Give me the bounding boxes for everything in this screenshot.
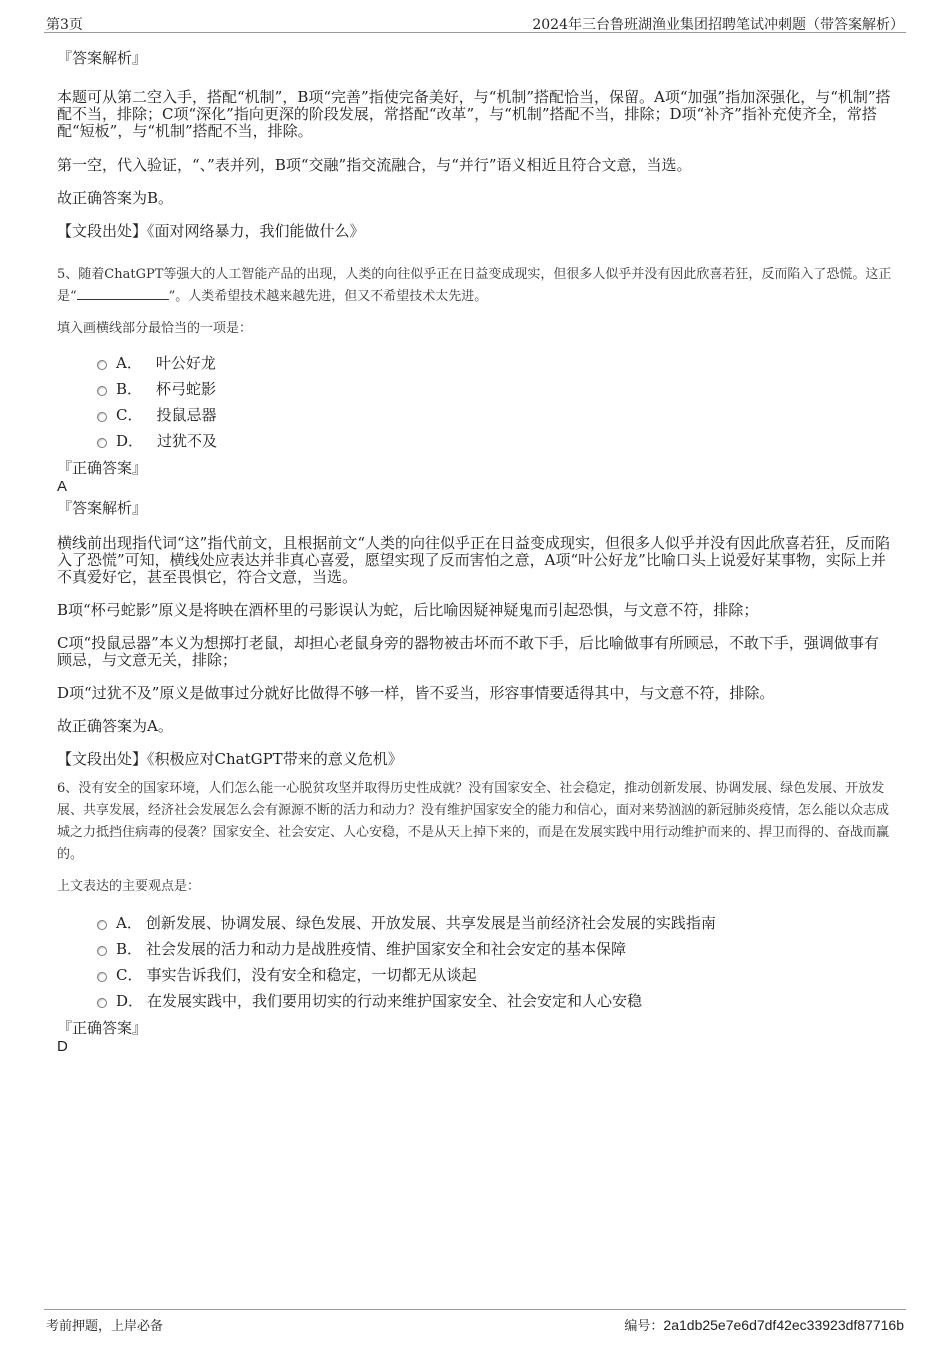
- radio-icon[interactable]: [97, 360, 107, 370]
- q5-options: [97, 350, 893, 454]
- page-header: [44, 0, 906, 33]
- q6-option-a[interactable]: A． 创新发展、协调发展、绿色发展、开放发展、共享发展是当前经济社会发展的实践指南: [97, 910, 893, 936]
- radio-icon[interactable]: [97, 998, 107, 1008]
- radio-icon[interactable]: [97, 412, 107, 422]
- q6-option-b[interactable]: B． 社会发展的活力和动力是战胜疫情、维护国家安全和社会安定的基本保障: [97, 936, 893, 962]
- q5-analysis-para5: 故正确答案为A。: [57, 717, 173, 735]
- q5-option-c[interactable]: C． 投鼠忌器: [97, 402, 893, 428]
- document-title: 2024年三台鲁班湖渔业集团招聘笔试冲刺题（带答案解析）: [532, 17, 904, 33]
- q5-analysis-para3: C项“投鼠忌器”本义为想掷打老鼠，却担心老鼠身旁的器物被击坏而不敢下手，后比喻做事有所顾忌，不敢下手，强调做事有顾忌，与文意无关，排除；: [57, 634, 879, 669]
- radio-icon[interactable]: [97, 438, 107, 448]
- radio-icon[interactable]: [97, 386, 107, 396]
- q5-option-b[interactable]: B． 杯弓蛇影: [97, 376, 893, 402]
- q6-option-d[interactable]: D． 在发展实践中，我们要用切实的行动来维护国家安全、社会安定和人心安稳: [97, 988, 893, 1014]
- q5-analysis-para4: D项“过犹不及”原义是做事过分就好比做得不够一样，皆不妥当，形容事情要适得其中，与文意不符，排除。: [57, 684, 775, 702]
- q5-analysis-label: 『答案解析』: [57, 499, 148, 517]
- footer-slogan: 考前押题，上岸必备: [46, 1319, 164, 1334]
- q5-stem: 5、随着ChatGPT等强大的人工智能产品的出现，人类的向往似乎正在日益变成现实，但很多人似乎并没有因此欣喜若狂，反而陷入了恐慌。这正是“ ”。人类希望技术越来越先进，但又不希望技术太先进。: [57, 267, 892, 304]
- q6-answer-label: 『正确答案』: [57, 1019, 148, 1037]
- q6-prompt: 上文表达的主要观点是：: [57, 879, 201, 894]
- q4-analysis-para3: 故正确答案为B。: [57, 189, 174, 207]
- q5-analysis-para2: B项“杯弓蛇影”原义是将映在酒杯里的弓影误认为蛇，后比喻因疑神疑鬼而引起恐惧，与文意不符，排除；: [57, 601, 759, 619]
- q5-fill-blank: [77, 287, 169, 300]
- q5-analysis-para1: 横线前出现指代词“这”指代前文，且根据前文“人类的向往似乎正在日益变成现实，但很多人似乎并没有因此欣喜若狂，反而陷入了恐慌”可知，横线处应表达并非真心喜爱，愿望实现了反而害怕之意，A项“叶公好龙”比喻口头上说爱好某事物，实际上并不真爱好它，甚至畏惧它，符合文意，当选。: [57, 534, 891, 586]
- q4-source: 【文段出处】《面对网络暴力，我们能做什么》: [57, 222, 365, 240]
- q6-option-c[interactable]: C． 事实告诉我们，没有安全和稳定，一切都无从谈起: [97, 962, 893, 988]
- q5-answer: A: [57, 478, 68, 495]
- q5-prompt: 填入画横线部分最恰当的一项是：: [57, 321, 253, 336]
- page-footer: [44, 1309, 906, 1334]
- q4-analysis-para1: 本题可从第二空入手，搭配“机制”，B项“完善”指使完备美好，与“机制”搭配恰当，保留。A项“加强”指加深强化，与“机制”搭配不当，排除；C项“深化”指向更深的阶段发展，常搭配“改革”，与“机制”搭配不当，排除；D项“补齐”指补充使齐全，常搭配“短板”，与“机制”搭配不当，排除。: [57, 88, 891, 140]
- q5-source: 【文段出处】《积极应对ChatGPT带来的意义危机》: [57, 750, 403, 768]
- page-content: [57, 40, 893, 1056]
- q4-analysis-para2: 第一空，代入验证，“、”表并列，B项“交融”指交流融合，与“并行”语义相近且符合文意，当选。: [57, 156, 692, 174]
- q4-analysis-label: 『答案解析』: [57, 49, 148, 67]
- q6-stem: 6、没有安全的国家环境，人们怎么能一心脱贫攻坚并取得历史性成就？没有国家安全、社会稳定，推动创新发展、协调发展、绿色发展、开放发展、共享发展，经济社会发展怎么会有源源不断的活力和动力？没有维护国家安全的能力和信心，面对来势汹汹的新冠肺炎疫情，怎么能以众志成城之力抵挡住病毒的侵袭？国家安全、社会安定、人心安稳，不是从天上掉下来的，而是在发展实践中用行动维护而来的、捍卫而得的、奋战而赢的。: [57, 781, 890, 862]
- radio-icon[interactable]: [97, 972, 107, 982]
- radio-icon[interactable]: [97, 920, 107, 930]
- q5-answer-label: 『正确答案』: [57, 459, 148, 477]
- footer-code: 编号：2a1db25e7e6d7df42ec33923df87716b: [624, 1317, 904, 1334]
- radio-icon[interactable]: [97, 946, 107, 956]
- q6-answer: D: [57, 1038, 68, 1055]
- q5-option-d[interactable]: D． 过犹不及: [97, 428, 893, 454]
- q5-option-a[interactable]: A． 叶公好龙: [97, 350, 893, 376]
- page-number: 第3页: [46, 17, 83, 33]
- q6-options: [97, 910, 893, 1014]
